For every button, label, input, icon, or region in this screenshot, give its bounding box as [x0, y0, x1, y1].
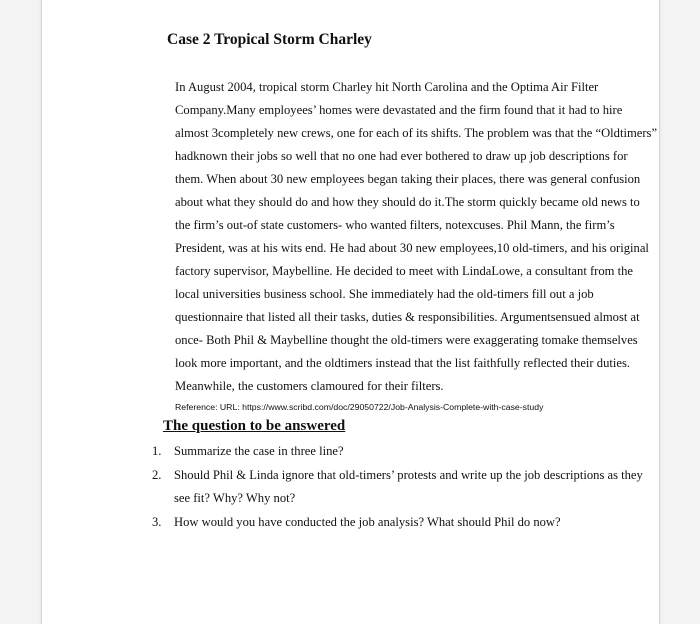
body-line: factory supervisor, Maybelline. He decided to meet with LindaLowe, a consultant from the: [175, 264, 633, 278]
body-line: them. When about 30 new employees began taking their places, there was general confusion: [175, 172, 641, 186]
case-body: [175, 76, 695, 398]
body-line: questionnaire that listed all their tasks, duties & responsibilities. Argumentsensued almost at: [175, 310, 640, 324]
reference-link: Reference: URL: https://www.scribd.com/doc/29050722/Job-Analysis-Complete-with-case-study: [175, 402, 544, 412]
body-line: Meanwhile, the customers clamoured for their filters.: [175, 379, 444, 393]
body-line: almost 3completely new crews, one for each of its shifts. The problem was that the “Oldtimers”: [175, 126, 658, 140]
body-line: local universities business school. She immediately had the old-timers fill out a job: [175, 287, 594, 301]
question-number: 3.: [152, 514, 162, 529]
body-line: Company.Many employees’ homes were devastated and the firm found that it had to hire: [175, 103, 623, 117]
question-text: Summarize the case in three line?: [174, 444, 344, 458]
question-item: [152, 511, 692, 535]
question-item: [152, 464, 692, 511]
questions-list: [152, 440, 692, 534]
question-text: How would you have conducted the job analysis? What should Phil do now?: [174, 514, 561, 529]
body-line: about what they should do and how they should do it.The storm quickly became old news to: [175, 195, 640, 209]
body-line: the firm’s out-of state customers- who wanted filters, notexcuses. Phil Mann, the firm’s: [175, 218, 615, 232]
body-line: hadknown their jobs so well that no one had ever bothered to draw up job descriptions for: [175, 149, 628, 163]
question-number: 1.: [152, 444, 162, 458]
question-item: [152, 440, 692, 464]
questions-heading: The question to be answered: [163, 418, 346, 434]
body-line: In August 2004, tropical storm Charley hit North Carolina and the Optima Air Filter: [175, 80, 599, 94]
question-number: 2.: [152, 467, 162, 482]
document-page: [41, 0, 660, 624]
body-line: look more important, and the oldtimers instead that the list faithfully reflected their duties.: [175, 356, 631, 370]
question-text: Should Phil & Linda ignore that old-timers’ protests and write up the job descriptions as they: [174, 467, 643, 482]
case-title: Case 2 Tropical Storm Charley: [167, 31, 372, 48]
body-line: President, was at his wits end. He had about 30 new employees,10 old-timers, and his original: [175, 241, 649, 255]
question-text: see fit? Why? Why not?: [174, 491, 296, 505]
body-line: once- Both Phil & Maybelline thought the old-timers were exaggerating tomake themselves: [175, 333, 638, 347]
